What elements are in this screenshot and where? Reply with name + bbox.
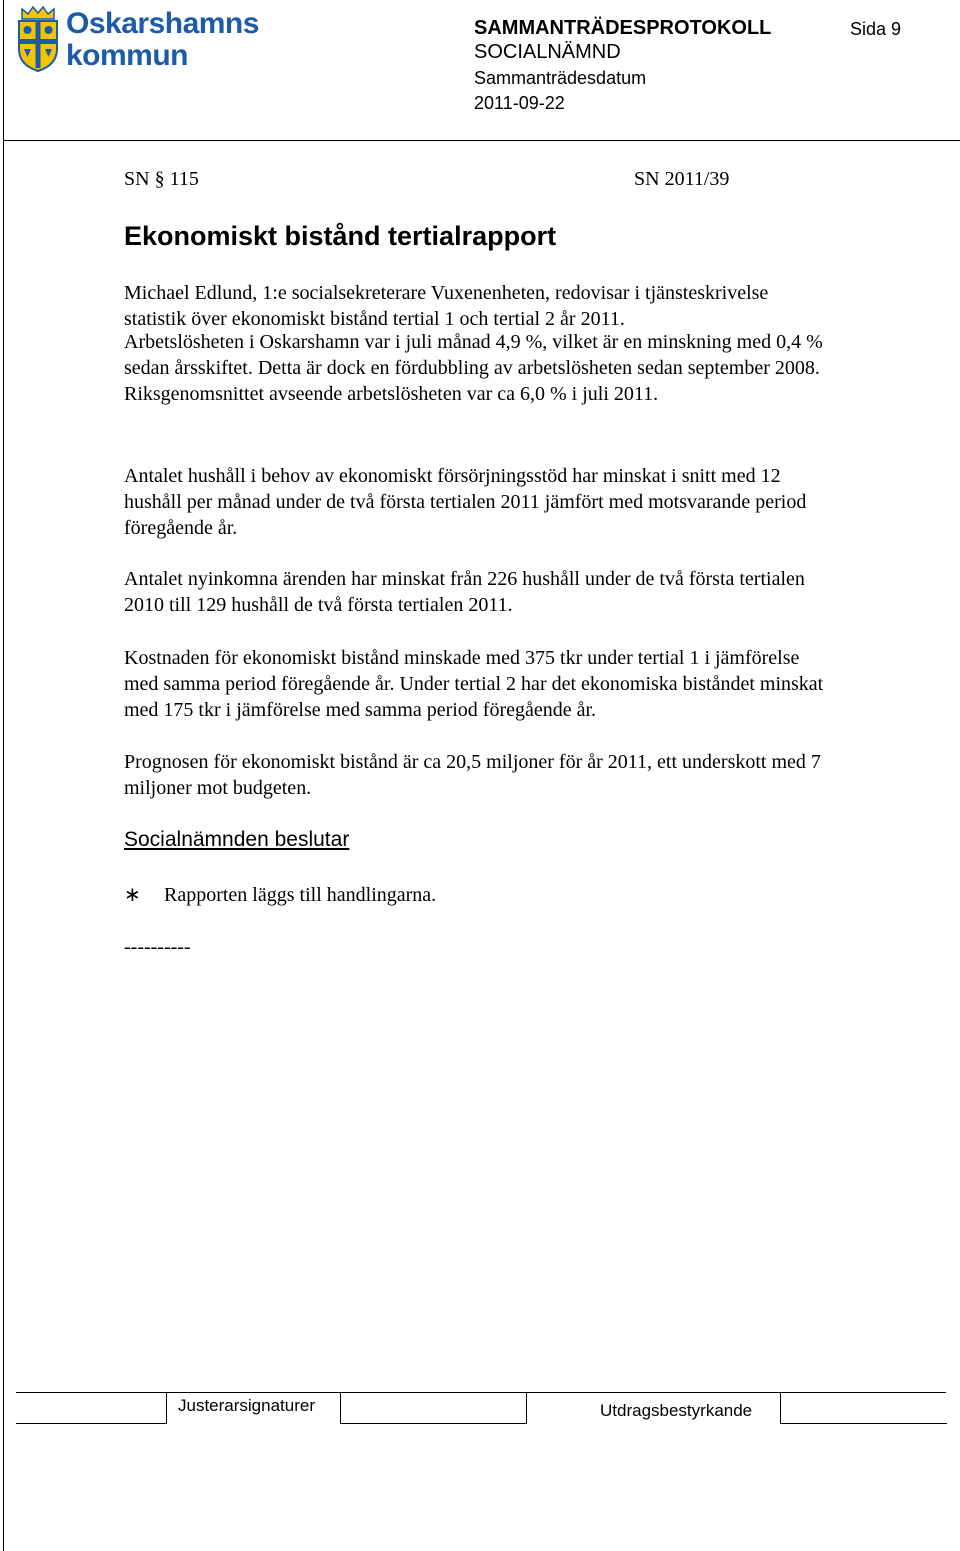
header-divider bbox=[3, 140, 960, 141]
document-type: SAMMANTRÄDESPROTOKOLL bbox=[474, 17, 772, 39]
paragraph-line: miljoner mot budgeten. bbox=[124, 777, 312, 799]
paragraph-unemployment bbox=[124, 329, 934, 407]
logo-text-line1: Oskarshamns bbox=[66, 7, 259, 40]
committee-name: SOCIALNÄMND bbox=[474, 41, 621, 63]
logo-text-line2: kommun bbox=[66, 39, 189, 72]
extract-certification-label: Utdragsbestyrkande bbox=[600, 1401, 753, 1420]
paragraph-line: Arbetslösheten i Oskarshamn var i juli månad 4,9 %, vilket är en minskning med 0,4 % bbox=[124, 331, 823, 353]
meeting-date-value: 2011-09-22 bbox=[474, 93, 565, 113]
end-marker: ---------- bbox=[124, 936, 191, 958]
paragraph-line: hushåll per månad under de två första tertialen 2011 jämfört med motsvarande period bbox=[124, 491, 807, 513]
case-number: SN 2011/39 bbox=[634, 168, 730, 190]
bullet-icon: ∗ bbox=[124, 884, 141, 906]
paragraph-forecast bbox=[124, 749, 934, 801]
meeting-date-label: Sammanträdesdatum bbox=[474, 68, 647, 88]
paragraph-costs bbox=[124, 645, 934, 723]
section-title: Ekonomiskt bistånd tertialrapport bbox=[124, 221, 557, 251]
paragraph-line: statistik över ekonomiskt bistånd tertial 1 och tertial 2 år 2011. bbox=[124, 308, 625, 330]
paragraph-new-cases bbox=[124, 566, 934, 618]
paragraph-line: med samma period föregående år. Under tertial 2 har det ekonomiska biståndet minskat bbox=[124, 673, 824, 695]
decision-heading: Socialnämnden beslutar bbox=[124, 828, 350, 851]
signature-box-right bbox=[780, 1392, 947, 1424]
left-margin-rule bbox=[3, 0, 4, 1551]
paragraph-households bbox=[124, 463, 934, 541]
municipality-logo bbox=[16, 5, 266, 75]
adjuster-signatures-label: Justerarsignaturer bbox=[178, 1396, 316, 1415]
paragraph-line: Michael Edlund, 1:e socialsekreterare Vuxenenheten, redovisar i tjänsteskrivelse bbox=[124, 282, 769, 304]
decision-text: Rapporten läggs till handlingarna. bbox=[164, 884, 437, 906]
paragraph-line: Antalet hushåll i behov av ekonomiskt försörjningsstöd har minskat i snitt med 12 bbox=[124, 465, 781, 487]
paragraph-line: Antalet nyinkomna ärenden har minskat från 226 hushåll under de två första tertialen bbox=[124, 568, 805, 590]
paragraph-line: sedan årsskiftet. Detta är dock en fördubbling av arbetslösheten sedan september 2008. bbox=[124, 357, 820, 379]
paragraph-line: Kostnaden för ekonomiskt bistånd minskade med 375 tkr under tertial 1 i jämförelse bbox=[124, 647, 800, 669]
paragraph-line: Riksgenomsnittet avseende arbetslösheten var ca 6,0 % i juli 2011. bbox=[124, 383, 659, 405]
paragraph-line: 2010 till 129 hushåll de två första tertialen 2011. bbox=[124, 594, 513, 616]
page-number: Sida 9 bbox=[850, 19, 902, 39]
paragraph-report-intro bbox=[124, 280, 934, 332]
signature-box-left bbox=[16, 1392, 167, 1424]
paragraph-line: med 175 tkr i jämförelse med samma period föregående år. bbox=[124, 699, 597, 721]
section-number: SN § 115 bbox=[124, 168, 199, 190]
coat-of-arms-icon bbox=[16, 5, 60, 73]
paragraph-line: Prognosen för ekonomiskt bistånd är ca 20,5 miljoner för år 2011, ett underskott med 7 bbox=[124, 751, 821, 773]
signature-box-middle bbox=[340, 1392, 527, 1424]
paragraph-line: föregående år. bbox=[124, 517, 238, 539]
